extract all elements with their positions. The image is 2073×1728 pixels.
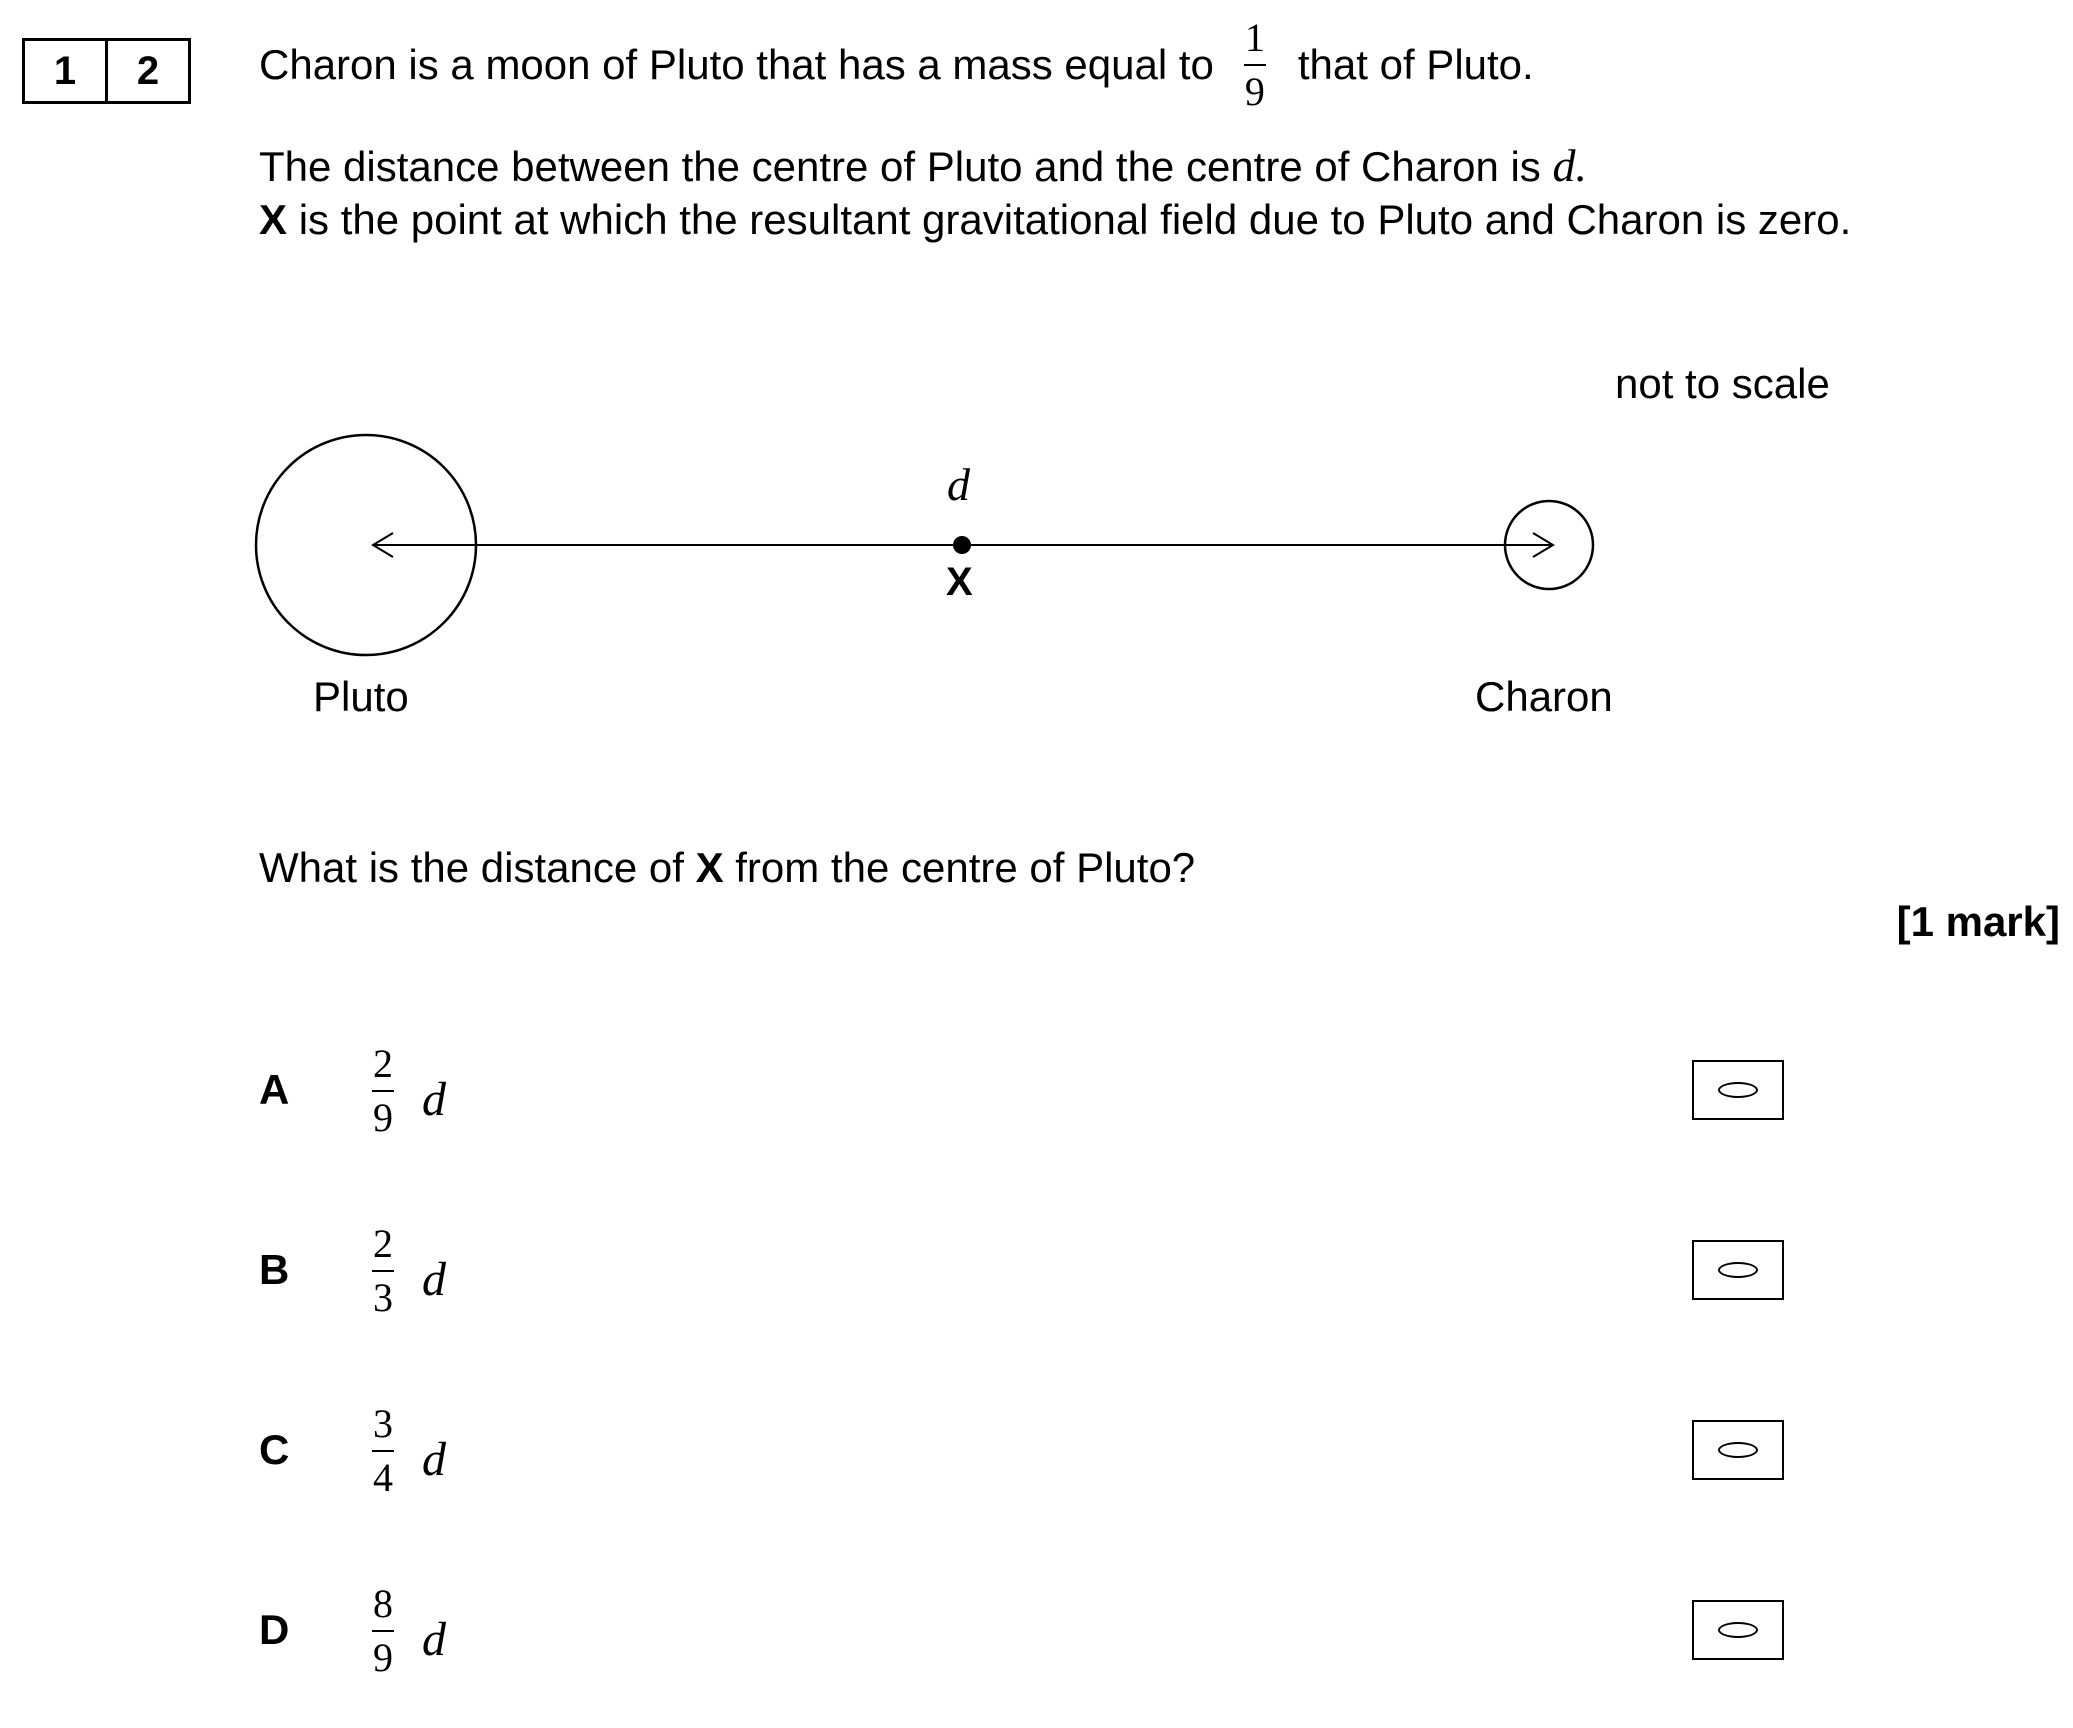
option-b-variable: d bbox=[422, 1253, 446, 1306]
option-c-letter: C bbox=[259, 1426, 290, 1473]
option-b-fraction bbox=[372, 1222, 394, 1320]
point-x-label: X bbox=[946, 560, 973, 604]
option-a-fraction bbox=[372, 1042, 394, 1140]
point-x-marker bbox=[953, 536, 971, 554]
option-a-answer-box[interactable] bbox=[1692, 1060, 1784, 1120]
line1-text-after: that of Pluto. bbox=[1297, 41, 1534, 88]
option-d-letter: D bbox=[259, 1606, 290, 1653]
option-a-letter: A bbox=[259, 1066, 290, 1113]
question-prompt bbox=[259, 842, 1195, 894]
pluto-charon-diagram bbox=[0, 0, 2073, 760]
option-c-bar bbox=[372, 1450, 394, 1452]
line3-text: is the point at which the resultant gravitational field due to Pluto and Charon is zero. bbox=[298, 196, 1852, 243]
option-b-numerator: 2 bbox=[373, 1221, 393, 1266]
option-d-variable: d bbox=[422, 1613, 446, 1666]
option-d-numerator: 8 bbox=[373, 1581, 393, 1626]
option-a-numerator: 2 bbox=[373, 1041, 393, 1086]
option-d-denominator: 9 bbox=[373, 1635, 393, 1680]
prompt-point-label: X bbox=[695, 844, 724, 891]
option-b-answer-box[interactable] bbox=[1692, 1240, 1784, 1300]
marks-label: [1 mark] bbox=[1896, 898, 2060, 945]
question-number-digit-2: 2 bbox=[105, 41, 188, 101]
fraction-denominator: 9 bbox=[1244, 69, 1265, 114]
pluto-label: Pluto bbox=[313, 673, 409, 720]
charon-label: Charon bbox=[1475, 673, 1613, 720]
option-b-bar bbox=[372, 1270, 394, 1272]
option-b-oval bbox=[1718, 1262, 1758, 1278]
line2-variable: d. bbox=[1552, 140, 1587, 191]
option-b-letter: B bbox=[259, 1246, 290, 1293]
option-c-answer-box[interactable] bbox=[1692, 1420, 1784, 1480]
option-c-numerator: 3 bbox=[373, 1401, 393, 1446]
fraction-numerator: 1 bbox=[1244, 15, 1265, 60]
option-c-denominator: 4 bbox=[373, 1455, 393, 1500]
question-number-digit-1: 1 bbox=[53, 48, 77, 93]
distance-label: d bbox=[947, 459, 970, 510]
option-b-denominator: 3 bbox=[373, 1275, 393, 1320]
option-a-denominator: 9 bbox=[373, 1095, 393, 1140]
option-d-fraction bbox=[372, 1582, 394, 1680]
option-a-bar bbox=[372, 1090, 394, 1092]
option-c-fraction bbox=[372, 1402, 394, 1500]
option-a-oval bbox=[1718, 1082, 1758, 1098]
option-c-oval bbox=[1718, 1442, 1758, 1458]
line2-text: The distance between the centre of Pluto and the centre of Charon is bbox=[259, 143, 1541, 190]
option-d-answer-box[interactable] bbox=[1692, 1600, 1784, 1660]
option-d-bar bbox=[372, 1630, 394, 1632]
scale-note: not to scale bbox=[1615, 360, 1830, 407]
option-d-oval bbox=[1718, 1622, 1758, 1638]
prompt-after: from the centre of Pluto? bbox=[735, 844, 1196, 891]
option-c-variable: d bbox=[422, 1433, 446, 1486]
option-a-variable: d bbox=[422, 1073, 446, 1126]
prompt-before: What is the distance of bbox=[259, 844, 684, 891]
line3-point-label: X bbox=[259, 196, 288, 243]
line1-text-before: Charon is a moon of Pluto that has a mass equal to bbox=[259, 41, 1214, 88]
